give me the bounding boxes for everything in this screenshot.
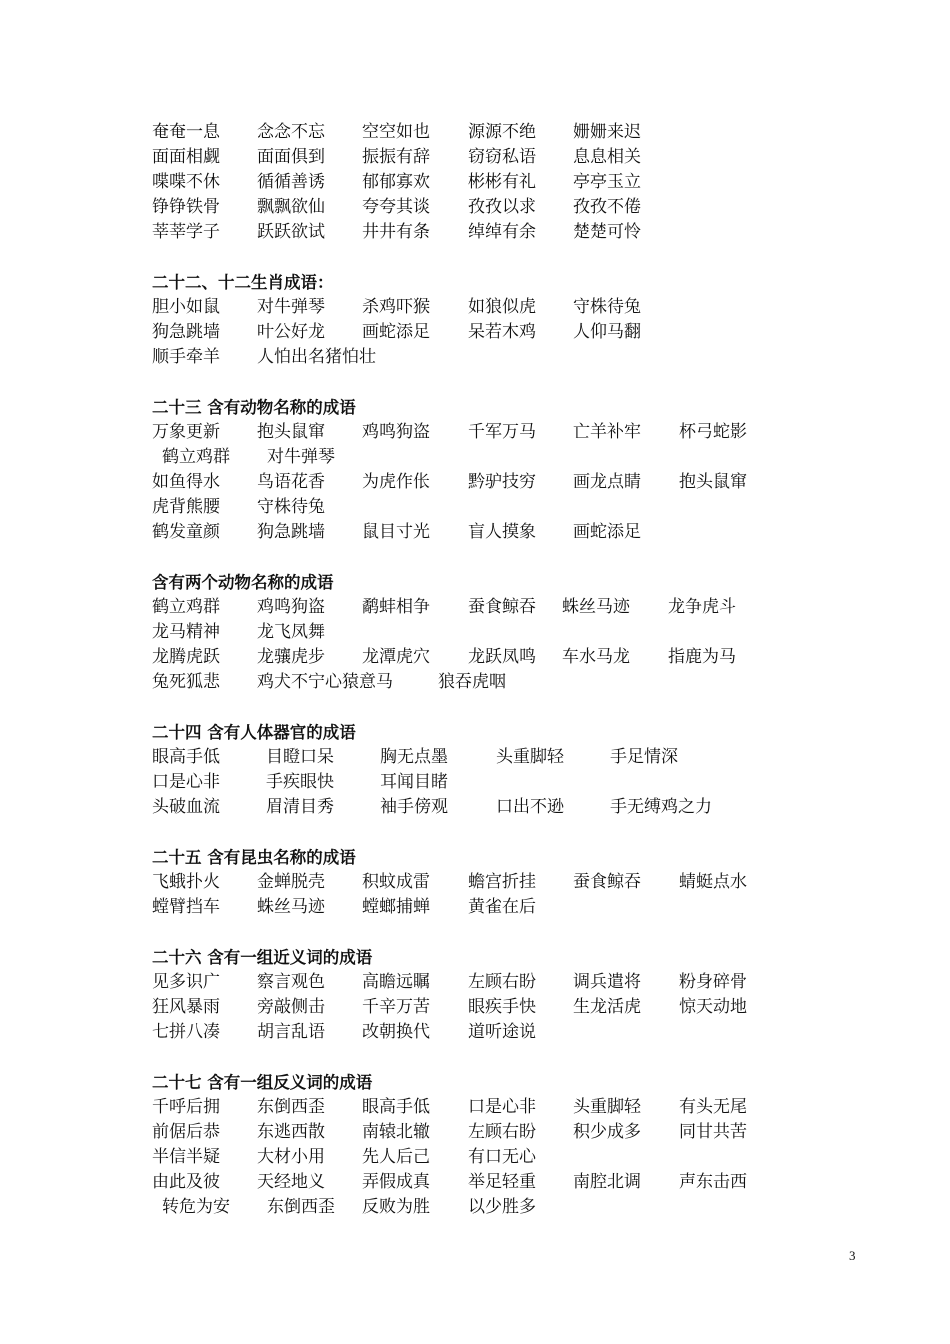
idiom-item: 道听途说 bbox=[468, 1022, 536, 1042]
idiom-row bbox=[152, 1170, 812, 1195]
idiom-item: 如鱼得水 bbox=[152, 472, 220, 492]
idiom-item: 姗姗来迟 bbox=[573, 122, 641, 142]
idiom-item: 蟾宫折挂 bbox=[468, 872, 536, 892]
idiom-row bbox=[152, 420, 812, 445]
idiom-item: 调兵遣将 bbox=[573, 972, 641, 992]
idiom-row bbox=[152, 1145, 812, 1170]
idiom-item: 蚕食鲸吞 bbox=[573, 872, 641, 892]
idiom-item: 口出不逊 bbox=[496, 797, 564, 817]
idiom-section bbox=[152, 1070, 812, 1220]
idiom-item: 人仰马翻 bbox=[573, 322, 641, 342]
idiom-item: 改朝换代 bbox=[362, 1022, 430, 1042]
idiom-item: 黄雀在后 bbox=[468, 897, 536, 917]
idiom-item: 螳螂捕蝉 bbox=[362, 897, 430, 917]
idiom-item: 画蛇添足 bbox=[362, 322, 430, 342]
idiom-item: 抱头鼠窜 bbox=[257, 422, 325, 442]
idiom-item: 旁敲侧击 bbox=[257, 997, 325, 1017]
idiom-item: 画龙点睛 bbox=[573, 472, 641, 492]
idiom-row bbox=[152, 345, 812, 370]
idiom-item: 天经地义 bbox=[257, 1172, 325, 1192]
idiom-item: 绰绰有余 bbox=[468, 222, 536, 242]
idiom-row bbox=[152, 320, 812, 345]
idiom-item: 源源不绝 bbox=[468, 122, 536, 142]
idiom-item: 蛛丝马迹 bbox=[257, 897, 325, 917]
page-number: 3 bbox=[849, 1248, 856, 1263]
idiom-item: 半信半疑 bbox=[152, 1147, 220, 1167]
idiom-item: 狗急跳墙 bbox=[152, 322, 220, 342]
idiom-row bbox=[152, 745, 812, 770]
idiom-section bbox=[152, 120, 812, 245]
idiom-item: 鹤立鸡群 bbox=[162, 447, 230, 467]
section-heading: 含有两个动物名称的成语 bbox=[152, 573, 334, 592]
idiom-item: 井井有条 bbox=[362, 222, 430, 242]
idiom-item: 叶公好龙 bbox=[257, 322, 325, 342]
idiom-row bbox=[152, 445, 812, 470]
idiom-row bbox=[152, 995, 812, 1020]
idiom-item: 口是心非 bbox=[152, 772, 220, 792]
idiom-row bbox=[152, 1120, 812, 1145]
idiom-item: 高瞻远瞩 bbox=[362, 972, 430, 992]
idiom-item: 鹬蚌相争 bbox=[362, 597, 430, 617]
idiom-item: 虎背熊腰 bbox=[152, 497, 220, 517]
idiom-row bbox=[152, 595, 812, 620]
idiom-item: 耳闻目睹 bbox=[380, 772, 448, 792]
idiom-item: 郁郁寡欢 bbox=[362, 172, 430, 192]
idiom-item: 胸无点墨 bbox=[380, 747, 448, 767]
idiom-item: 龙马精神 bbox=[152, 622, 220, 642]
idiom-item: 手疾眼快 bbox=[266, 772, 334, 792]
idiom-item: 狂风暴雨 bbox=[152, 997, 220, 1017]
idiom-item: 积少成多 bbox=[573, 1122, 641, 1142]
idiom-item: 转危为安 bbox=[162, 1197, 230, 1217]
idiom-item: 蚕食鲸吞 bbox=[468, 597, 536, 617]
idiom-item: 楚楚可怜 bbox=[573, 222, 641, 242]
idiom-section bbox=[152, 395, 812, 545]
idiom-item: 念念不忘 bbox=[257, 122, 325, 142]
idiom-item: 前倨后恭 bbox=[152, 1122, 220, 1142]
idiom-item: 鹤立鸡群 bbox=[152, 597, 220, 617]
idiom-item: 飞蛾扑火 bbox=[152, 872, 220, 892]
idiom-row bbox=[152, 645, 812, 670]
section-heading: 二十三 含有动物名称的成语 bbox=[152, 398, 356, 417]
idiom-item: 螳臂挡车 bbox=[152, 897, 220, 917]
idiom-item: 龙争虎斗 bbox=[668, 597, 736, 617]
section-heading: 二十四 含有人体器官的成语 bbox=[152, 723, 356, 742]
idiom-item: 胡言乱语 bbox=[257, 1022, 325, 1042]
idiom-item: 东倒西歪 bbox=[267, 1197, 335, 1217]
idiom-row bbox=[152, 620, 812, 645]
idiom-item: 龙骧虎步 bbox=[257, 647, 325, 667]
idiom-row bbox=[152, 495, 812, 520]
idiom-item: 为虎作伥 bbox=[362, 472, 430, 492]
idiom-row bbox=[152, 195, 812, 220]
idiom-item: 袖手傍观 bbox=[380, 797, 448, 817]
idiom-item: 跃跃欲试 bbox=[257, 222, 325, 242]
section-heading: 二十六 含有一组近义词的成语 bbox=[152, 948, 373, 967]
idiom-row bbox=[152, 120, 812, 145]
idiom-item: 龙腾虎跃 bbox=[152, 647, 220, 667]
idiom-row bbox=[152, 170, 812, 195]
idiom-item: 如狼似虎 bbox=[468, 297, 536, 317]
idiom-row bbox=[152, 520, 812, 545]
idiom-row bbox=[152, 1095, 812, 1120]
idiom-item: 喋喋不休 bbox=[152, 172, 220, 192]
idiom-item: 鸡鸣狗盗 bbox=[257, 597, 325, 617]
idiom-item: 眼高手低 bbox=[152, 747, 220, 767]
idiom-item: 呆若木鸡 bbox=[468, 322, 536, 342]
idiom-row bbox=[152, 970, 812, 995]
idiom-item: 万象更新 bbox=[152, 422, 220, 442]
idiom-item: 杀鸡吓猴 bbox=[362, 297, 430, 317]
idiom-item: 南辕北辙 bbox=[362, 1122, 430, 1142]
idiom-row bbox=[152, 1195, 812, 1220]
idiom-section bbox=[152, 270, 812, 370]
idiom-item: 盲人摸象 bbox=[468, 522, 536, 542]
section-heading: 二十七 含有一组反义词的成语 bbox=[152, 1073, 373, 1092]
idiom-item: 对牛弹琴 bbox=[267, 447, 335, 467]
idiom-item: 南腔北调 bbox=[573, 1172, 641, 1192]
idiom-item: 循循善诱 bbox=[257, 172, 325, 192]
idiom-item: 孜孜以求 bbox=[468, 197, 536, 217]
idiom-item: 鸡鸣狗盗 bbox=[362, 422, 430, 442]
idiom-item: 千呼后拥 bbox=[152, 1097, 220, 1117]
idiom-item: 夸夸其谈 bbox=[362, 197, 430, 217]
idiom-item: 由此及彼 bbox=[152, 1172, 220, 1192]
section-heading: 二十二、十二生肖成语： bbox=[152, 273, 334, 292]
idiom-item: 龙潭虎穴 bbox=[362, 647, 430, 667]
idiom-item: 飘飘欲仙 bbox=[257, 197, 325, 217]
idiom-row bbox=[152, 795, 812, 820]
idiom-item: 反败为胜 bbox=[362, 1197, 430, 1217]
idiom-item: 头重脚轻 bbox=[496, 747, 564, 767]
idiom-item: 孜孜不倦 bbox=[573, 197, 641, 217]
idiom-item: 车水马龙 bbox=[562, 647, 630, 667]
idiom-item: 手无缚鸡之力 bbox=[610, 797, 712, 817]
idiom-item: 有头无尾 bbox=[679, 1097, 747, 1117]
idiom-item: 千军万马 bbox=[468, 422, 536, 442]
idiom-item: 粉身碎骨 bbox=[679, 972, 747, 992]
idiom-item: 金蝉脱壳 bbox=[257, 872, 325, 892]
idiom-item: 声东击西 bbox=[679, 1172, 747, 1192]
idiom-item: 手足情深 bbox=[610, 747, 678, 767]
idiom-item: 窃窃私语 bbox=[468, 147, 536, 167]
idiom-item: 大材小用 bbox=[257, 1147, 325, 1167]
idiom-item: 眉清目秀 bbox=[266, 797, 334, 817]
idiom-item: 千辛万苦 bbox=[362, 997, 430, 1017]
idiom-item: 积蚊成雷 bbox=[362, 872, 430, 892]
idiom-item: 眼高手低 bbox=[362, 1097, 430, 1117]
idiom-item: 龙跃凤鸣 bbox=[468, 647, 536, 667]
idiom-item: 顺手牵羊 bbox=[152, 347, 220, 367]
idiom-item: 铮铮铁骨 bbox=[152, 197, 220, 217]
idiom-item: 亡羊补牢 bbox=[573, 422, 641, 442]
idiom-item: 东倒西歪 bbox=[257, 1097, 325, 1117]
idiom-item: 守株待兔 bbox=[573, 297, 641, 317]
idiom-item: 惊天动地 bbox=[679, 997, 747, 1017]
idiom-item: 蜻蜓点水 bbox=[679, 872, 747, 892]
idiom-item: 彬彬有礼 bbox=[468, 172, 536, 192]
idiom-item: 七拼八凑 bbox=[152, 1022, 220, 1042]
idiom-item: 蛛丝马迹 bbox=[562, 597, 630, 617]
idiom-item: 头破血流 bbox=[152, 797, 220, 817]
idiom-item: 头重脚轻 bbox=[573, 1097, 641, 1117]
idiom-item: 亭亭玉立 bbox=[573, 172, 641, 192]
idiom-item: 先人后己 bbox=[362, 1147, 430, 1167]
idiom-section bbox=[152, 720, 812, 820]
idiom-row bbox=[152, 295, 812, 320]
idiom-item: 面面俱到 bbox=[257, 147, 325, 167]
idiom-item: 察言观色 bbox=[257, 972, 325, 992]
idiom-item: 狼吞虎咽 bbox=[438, 672, 506, 692]
idiom-item: 画蛇添足 bbox=[573, 522, 641, 542]
idiom-row bbox=[152, 145, 812, 170]
idiom-item: 鹤发童颜 bbox=[152, 522, 220, 542]
idiom-item: 人怕出名猪怕壮 bbox=[257, 347, 376, 367]
idiom-item: 胆小如鼠 bbox=[152, 297, 220, 317]
idiom-row bbox=[152, 670, 812, 695]
idiom-item: 同甘共苦 bbox=[679, 1122, 747, 1142]
idiom-item: 指鹿为马 bbox=[668, 647, 736, 667]
idiom-item: 东逃西散 bbox=[257, 1122, 325, 1142]
idiom-row bbox=[152, 870, 812, 895]
idiom-item: 抱头鼠窜 bbox=[679, 472, 747, 492]
idiom-item: 鼠目寸光 bbox=[362, 522, 430, 542]
idiom-item: 对牛弹琴 bbox=[257, 297, 325, 317]
idiom-item: 生龙活虎 bbox=[573, 997, 641, 1017]
idiom-item: 弄假成真 bbox=[362, 1172, 430, 1192]
idiom-row bbox=[152, 895, 812, 920]
idiom-item: 杯弓蛇影 bbox=[679, 422, 747, 442]
idiom-item: 目瞪口呆 bbox=[266, 747, 334, 767]
idiom-item: 空空如也 bbox=[362, 122, 430, 142]
idiom-item: 鸡犬不宁心猿意马 bbox=[257, 672, 393, 692]
idiom-item: 黔驴技穷 bbox=[468, 472, 536, 492]
idiom-list-content bbox=[152, 120, 812, 1245]
idiom-item: 举足轻重 bbox=[468, 1172, 536, 1192]
idiom-item: 眼疾手快 bbox=[468, 997, 536, 1017]
idiom-item: 见多识广 bbox=[152, 972, 220, 992]
idiom-row bbox=[152, 470, 812, 495]
idiom-item: 息息相关 bbox=[573, 147, 641, 167]
idiom-item: 左顾右盼 bbox=[468, 972, 536, 992]
idiom-item: 龙飞凤舞 bbox=[257, 622, 325, 642]
idiom-section bbox=[152, 570, 812, 695]
idiom-item: 狗急跳墙 bbox=[257, 522, 325, 542]
idiom-item: 兔死狐悲 bbox=[152, 672, 220, 692]
idiom-item: 面面相觑 bbox=[152, 147, 220, 167]
idiom-item: 振振有辞 bbox=[362, 147, 430, 167]
idiom-row bbox=[152, 770, 812, 795]
idiom-item: 以少胜多 bbox=[468, 1197, 536, 1217]
idiom-item: 左顾右盼 bbox=[468, 1122, 536, 1142]
idiom-section bbox=[152, 945, 812, 1045]
idiom-item: 守株待兔 bbox=[257, 497, 325, 517]
idiom-row bbox=[152, 1020, 812, 1045]
idiom-item: 有口无心 bbox=[468, 1147, 536, 1167]
idiom-item: 口是心非 bbox=[468, 1097, 536, 1117]
idiom-item: 莘莘学子 bbox=[152, 222, 220, 242]
idiom-row bbox=[152, 220, 812, 245]
section-heading: 二十五 含有昆虫名称的成语 bbox=[152, 848, 356, 867]
idiom-item: 鸟语花香 bbox=[257, 472, 325, 492]
idiom-section bbox=[152, 845, 812, 920]
idiom-item: 奄奄一息 bbox=[152, 122, 220, 142]
